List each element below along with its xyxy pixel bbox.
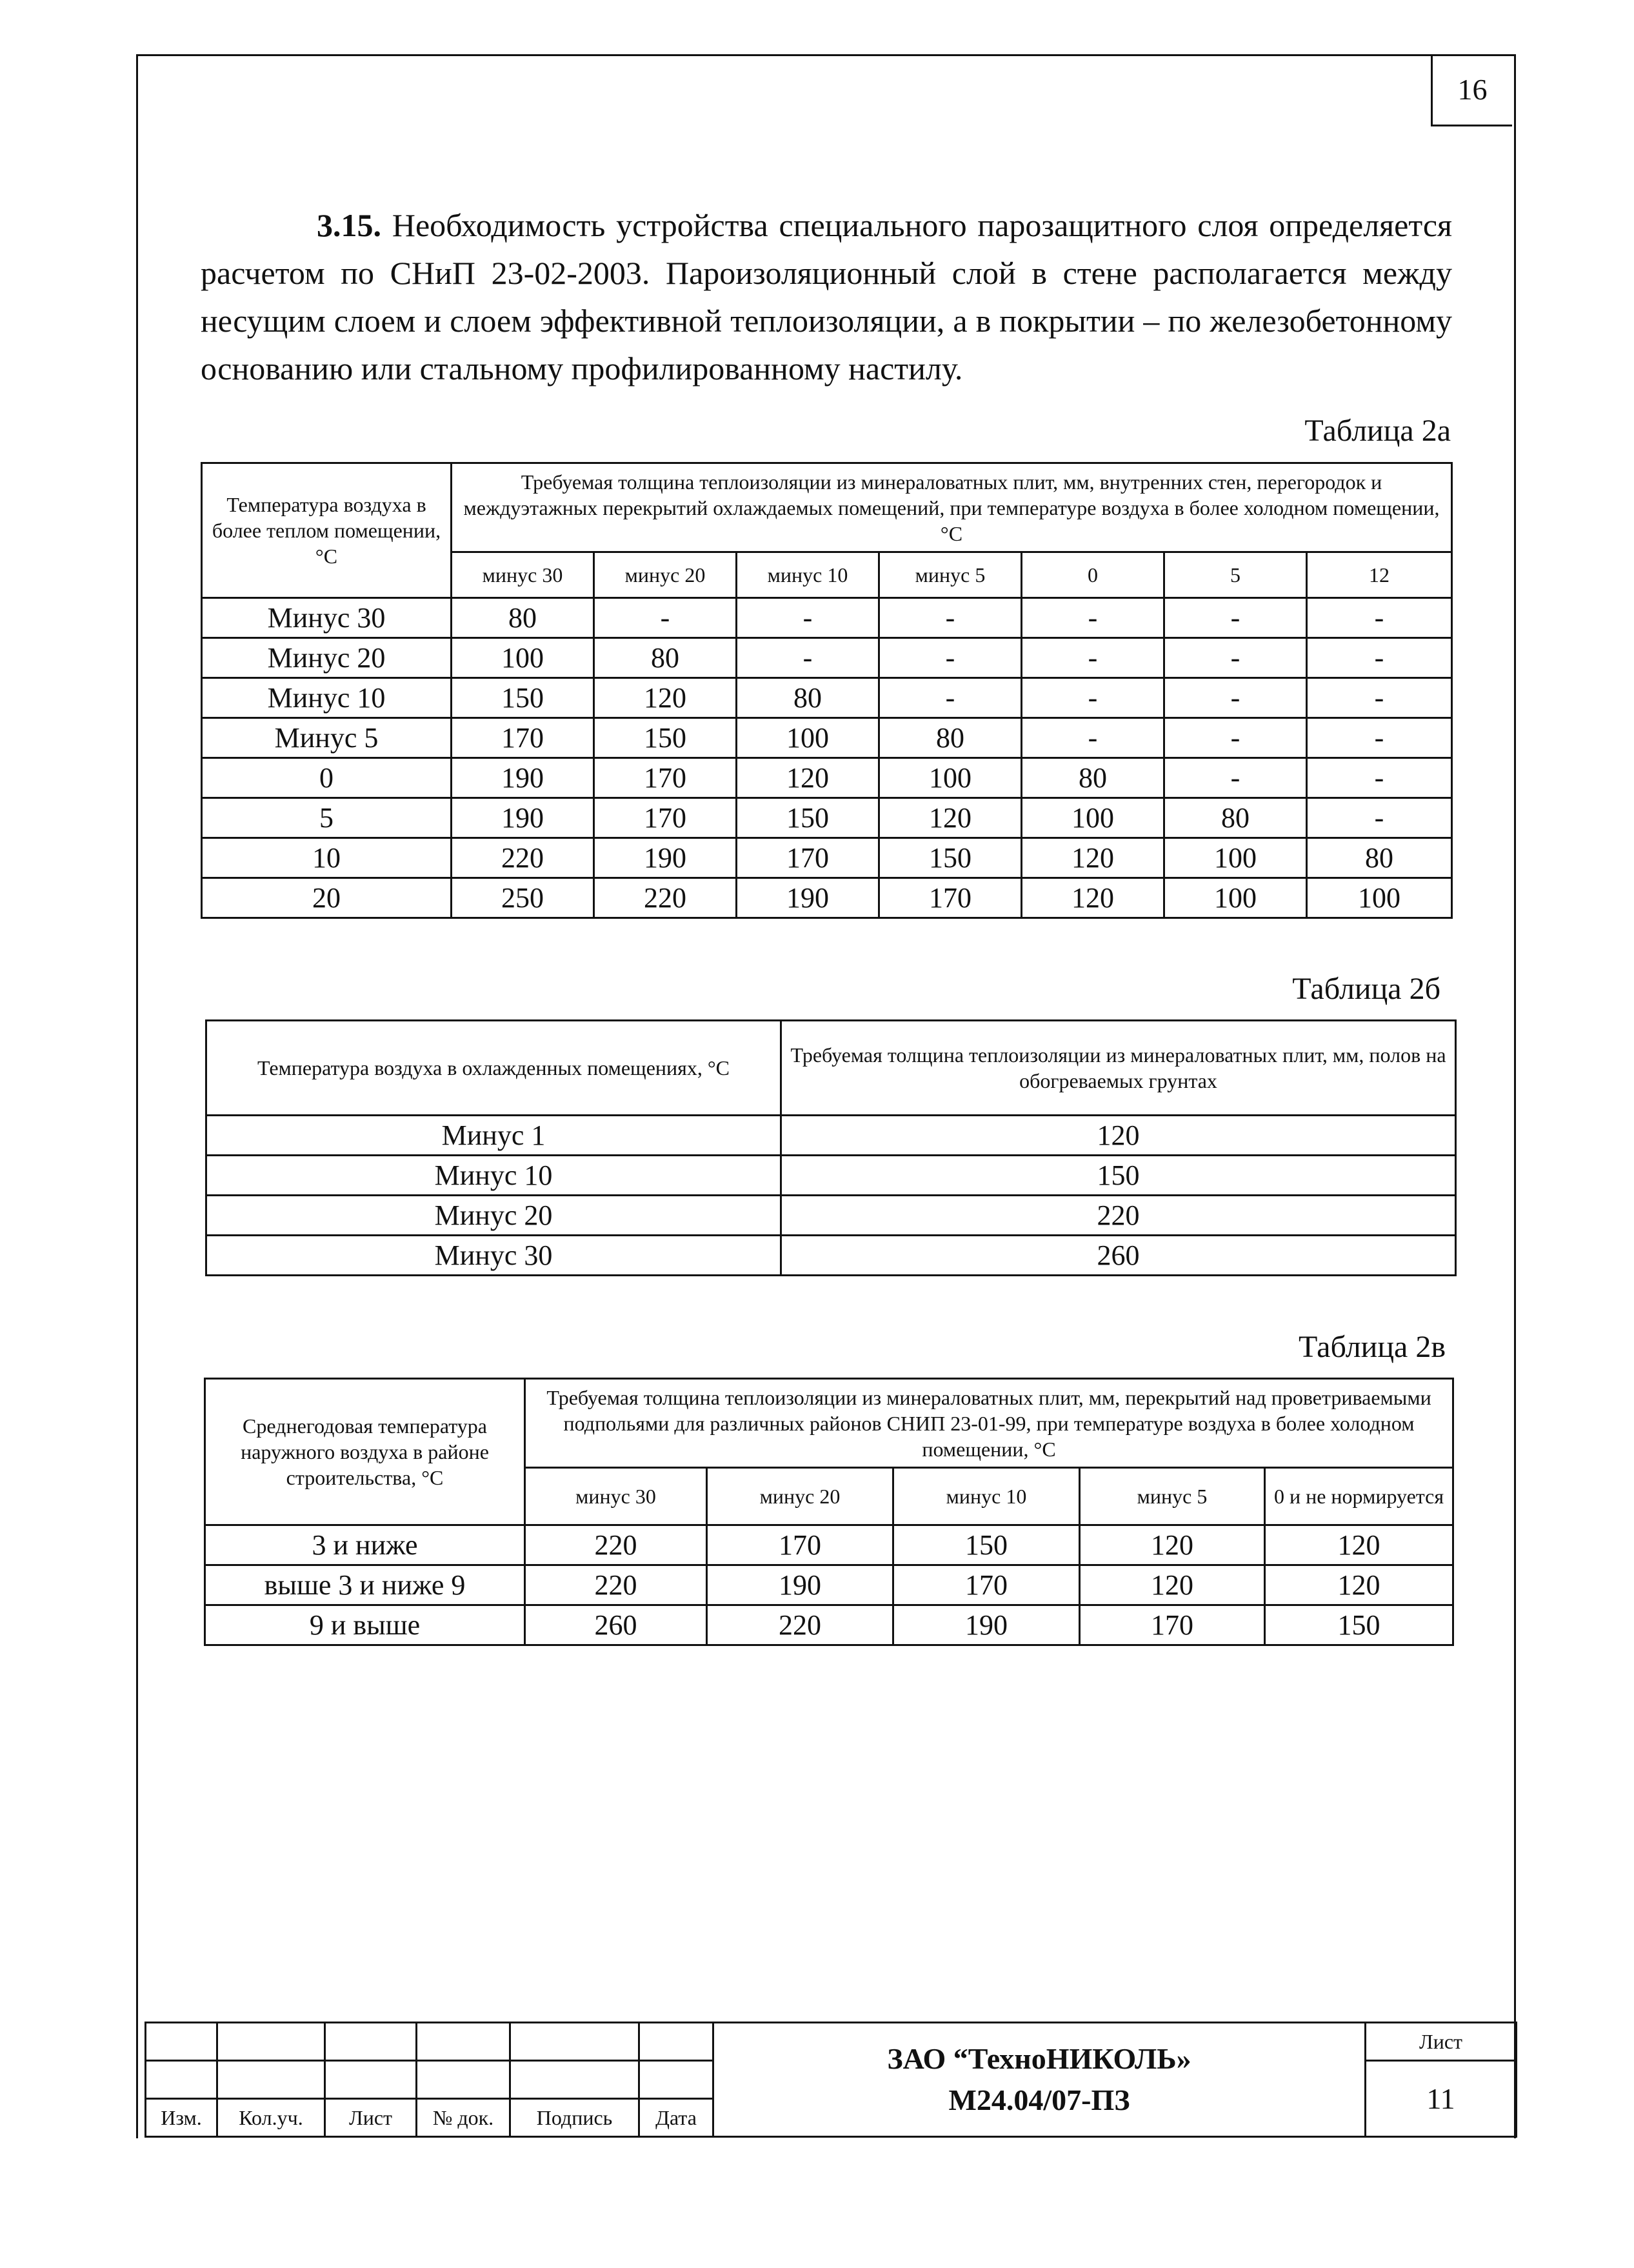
table-row bbox=[205, 1379, 1453, 1468]
table-cell: 170 bbox=[879, 878, 1022, 918]
table-cell: - bbox=[1307, 598, 1452, 638]
table-row bbox=[202, 718, 1452, 758]
table-cell: 220 bbox=[594, 878, 737, 918]
table-cell: 150 bbox=[737, 798, 879, 838]
row-header: Температура воздуха в более теплом помещении, °С bbox=[202, 463, 452, 598]
row-label: Минус 10 bbox=[206, 1156, 781, 1196]
table-cell: - bbox=[1164, 758, 1307, 798]
table-cell: 150 bbox=[594, 718, 737, 758]
table-cell: 170 bbox=[594, 758, 737, 798]
table-cell: - bbox=[1307, 678, 1452, 718]
row-label: Минус 30 bbox=[202, 598, 452, 638]
table-cell: 100 bbox=[1022, 798, 1164, 838]
table-cell: 80 bbox=[594, 638, 737, 678]
table-row bbox=[202, 758, 1452, 798]
column-header: 0 и не нормируется bbox=[1265, 1468, 1453, 1525]
table-cell: 100 bbox=[879, 758, 1022, 798]
column-header: Требуемая толщина теплоизоляции из минераловатных плит, мм, полов на обогреваемых грунтах bbox=[781, 1021, 1456, 1116]
table-2b bbox=[205, 1019, 1457, 1276]
table-cell: 80 bbox=[452, 598, 594, 638]
table-cell: 170 bbox=[594, 798, 737, 838]
paragraph-number: 3.15. bbox=[317, 207, 381, 243]
table-cell: 220 bbox=[452, 838, 594, 878]
table-cell: - bbox=[737, 638, 879, 678]
document-code: М24.04/07-ПЗ bbox=[948, 2083, 1130, 2116]
table-cell: 100 bbox=[1307, 878, 1452, 918]
title-cell bbox=[417, 2061, 510, 2099]
table-cell: - bbox=[1164, 678, 1307, 718]
table-row bbox=[202, 598, 1452, 638]
table-2a bbox=[201, 462, 1453, 919]
paragraph-3-15 bbox=[201, 201, 1452, 392]
table-row bbox=[206, 1021, 1456, 1116]
table-cell: 190 bbox=[737, 878, 879, 918]
table-cell: 150 bbox=[452, 678, 594, 718]
column-header: минус 20 bbox=[707, 1468, 893, 1525]
row-label: 10 bbox=[202, 838, 452, 878]
table-cell: - bbox=[1307, 638, 1452, 678]
table-cell: 190 bbox=[452, 798, 594, 838]
table-row bbox=[206, 1156, 1456, 1196]
table-cell: 170 bbox=[737, 838, 879, 878]
column-kol-uch: Кол.уч. bbox=[217, 2099, 325, 2137]
table-cell: - bbox=[1307, 758, 1452, 798]
column-header: минус 30 bbox=[452, 552, 594, 598]
title-cell bbox=[146, 2023, 217, 2061]
table-cell: 190 bbox=[452, 758, 594, 798]
column-header: минус 20 bbox=[594, 552, 737, 598]
column-date: Дата bbox=[639, 2099, 713, 2137]
title-block bbox=[144, 2022, 1517, 2138]
row-label: 3 и ниже bbox=[205, 1525, 525, 1565]
table-cell: 170 bbox=[893, 1565, 1080, 1605]
table-cell: 100 bbox=[737, 718, 879, 758]
row-label: Минус 20 bbox=[202, 638, 452, 678]
table-cell: 190 bbox=[594, 838, 737, 878]
title-cell bbox=[417, 2023, 510, 2061]
column-doc-no: № док. bbox=[417, 2099, 510, 2137]
table-2v bbox=[204, 1378, 1454, 1646]
title-cell bbox=[146, 2061, 217, 2099]
table-cell: 120 bbox=[1080, 1565, 1265, 1605]
table-2b-label: Таблица 2б bbox=[1292, 972, 1440, 1006]
table-cell: - bbox=[1022, 678, 1164, 718]
table-cell: 120 bbox=[594, 678, 737, 718]
title-cell bbox=[217, 2061, 325, 2099]
table-cell: 100 bbox=[1164, 838, 1307, 878]
table-2v-label: Таблица 2в bbox=[1299, 1330, 1446, 1364]
table-cell: 220 bbox=[781, 1196, 1456, 1236]
group-header: Требуемая толщина теплоизоляции из минераловатных плит, мм, перекрытий над проветриваемыми подпольями для различных районов СНИП 23-01-99, при температуре воздуха в более холодном помещении, °С bbox=[525, 1379, 1453, 1468]
table-cell: 170 bbox=[707, 1525, 893, 1565]
table-row bbox=[206, 1116, 1456, 1156]
table-cell: - bbox=[879, 678, 1022, 718]
table-cell: 150 bbox=[879, 838, 1022, 878]
table-row bbox=[206, 1196, 1456, 1236]
table-cell: - bbox=[1022, 718, 1164, 758]
table-cell: 80 bbox=[1022, 758, 1164, 798]
title-cell bbox=[217, 2023, 325, 2061]
row-label: 0 bbox=[202, 758, 452, 798]
sheet-number: 11 bbox=[1366, 2061, 1517, 2137]
column-izm: Изм. bbox=[146, 2099, 217, 2137]
table-row bbox=[205, 1525, 1453, 1565]
table-2a-label: Таблица 2а bbox=[1304, 414, 1451, 448]
table-cell: - bbox=[1164, 718, 1307, 758]
column-header: минус 5 bbox=[1080, 1468, 1265, 1525]
paragraph-text: Необходимость устройства специального парозащитного слоя определяется расчетом по СНиП 23-02-2003. Пароизоляционный слой в стене располагается между несущим слоем и слоем эффективной теплоизоляции, а в покрытии – по железобетонному основанию или стальному профилированному настилу. bbox=[201, 207, 1453, 386]
column-header: минус 10 bbox=[737, 552, 879, 598]
table-cell: 120 bbox=[1022, 838, 1164, 878]
table-cell: 120 bbox=[781, 1116, 1456, 1156]
title-cell bbox=[639, 2023, 713, 2061]
column-header: 0 bbox=[1022, 552, 1164, 598]
sheet-label: Лист bbox=[1366, 2023, 1517, 2061]
table-row bbox=[202, 838, 1452, 878]
table-row bbox=[202, 798, 1452, 838]
table-row bbox=[202, 463, 1452, 552]
title-cell bbox=[510, 2023, 639, 2061]
column-header: 12 bbox=[1307, 552, 1452, 598]
row-label: 9 и выше bbox=[205, 1605, 525, 1645]
table-row bbox=[202, 678, 1452, 718]
table-cell: - bbox=[879, 638, 1022, 678]
table-cell: 100 bbox=[452, 638, 594, 678]
table-cell: - bbox=[1307, 718, 1452, 758]
table-cell: 190 bbox=[707, 1565, 893, 1605]
table-cell: 250 bbox=[452, 878, 594, 918]
table-cell: 120 bbox=[1265, 1525, 1453, 1565]
table-cell: 220 bbox=[707, 1605, 893, 1645]
table-row bbox=[202, 638, 1452, 678]
table-cell: 80 bbox=[879, 718, 1022, 758]
table-cell: - bbox=[1164, 598, 1307, 638]
row-label: 20 bbox=[202, 878, 452, 918]
row-header: Среднегодовая температура наружного воздуха в районе строительства, °С bbox=[205, 1379, 525, 1525]
table-cell: - bbox=[1307, 798, 1452, 838]
table-row bbox=[202, 878, 1452, 918]
column-list: Лист bbox=[325, 2099, 417, 2137]
company-name: ЗАО “ТехноНИКОЛЬ» bbox=[887, 2042, 1191, 2075]
table-cell: 80 bbox=[1164, 798, 1307, 838]
column-header: минус 30 bbox=[525, 1468, 707, 1525]
row-label: Минус 5 bbox=[202, 718, 452, 758]
title-cell bbox=[325, 2023, 417, 2061]
table-row bbox=[205, 1605, 1453, 1645]
table-cell: 150 bbox=[1265, 1605, 1453, 1645]
column-header: 5 bbox=[1164, 552, 1307, 598]
table-cell: 170 bbox=[1080, 1605, 1265, 1645]
table-cell: 120 bbox=[1265, 1565, 1453, 1605]
table-cell: 150 bbox=[781, 1156, 1456, 1196]
column-header: Температура воздуха в охлажденных помещениях, °С bbox=[206, 1021, 781, 1116]
table-cell: 120 bbox=[879, 798, 1022, 838]
title-company bbox=[713, 2023, 1366, 2137]
title-cell bbox=[325, 2061, 417, 2099]
row-label: Минус 10 bbox=[202, 678, 452, 718]
table-cell: 120 bbox=[1022, 878, 1164, 918]
group-header: Требуемая толщина теплоизоляции из минераловатных плит, мм, внутренних стен, перегородок и междуэтажных перекрытий охлаждаемых помещений, при температуре воздуха в более холодном помещении, °С bbox=[452, 463, 1452, 552]
page-number: 16 bbox=[1431, 54, 1512, 126]
column-header: минус 10 bbox=[893, 1468, 1080, 1525]
table-cell: - bbox=[1022, 598, 1164, 638]
row-label: 5 bbox=[202, 798, 452, 838]
table-cell: 260 bbox=[781, 1236, 1456, 1276]
table-cell: - bbox=[1164, 638, 1307, 678]
title-cell bbox=[510, 2061, 639, 2099]
row-label: выше 3 и ниже 9 bbox=[205, 1565, 525, 1605]
row-label: Минус 30 bbox=[206, 1236, 781, 1276]
table-cell: - bbox=[594, 598, 737, 638]
table-cell: 100 bbox=[1164, 878, 1307, 918]
table-cell: 170 bbox=[452, 718, 594, 758]
table-cell: 120 bbox=[737, 758, 879, 798]
table-cell: - bbox=[1022, 638, 1164, 678]
table-cell: 80 bbox=[737, 678, 879, 718]
table-cell: - bbox=[737, 598, 879, 638]
table-cell: 220 bbox=[525, 1565, 707, 1605]
table-cell: 120 bbox=[1080, 1525, 1265, 1565]
table-cell: 220 bbox=[525, 1525, 707, 1565]
column-header: минус 5 bbox=[879, 552, 1022, 598]
table-cell: 190 bbox=[893, 1605, 1080, 1645]
table-cell: 260 bbox=[525, 1605, 707, 1645]
table-cell: 150 bbox=[893, 1525, 1080, 1565]
column-signature: Подпись bbox=[510, 2099, 639, 2137]
table-row bbox=[206, 1236, 1456, 1276]
row-label: Минус 20 bbox=[206, 1196, 781, 1236]
title-cell bbox=[639, 2061, 713, 2099]
table-cell: - bbox=[879, 598, 1022, 638]
row-label: Минус 1 bbox=[206, 1116, 781, 1156]
table-row bbox=[205, 1565, 1453, 1605]
table-cell: 80 bbox=[1307, 838, 1452, 878]
